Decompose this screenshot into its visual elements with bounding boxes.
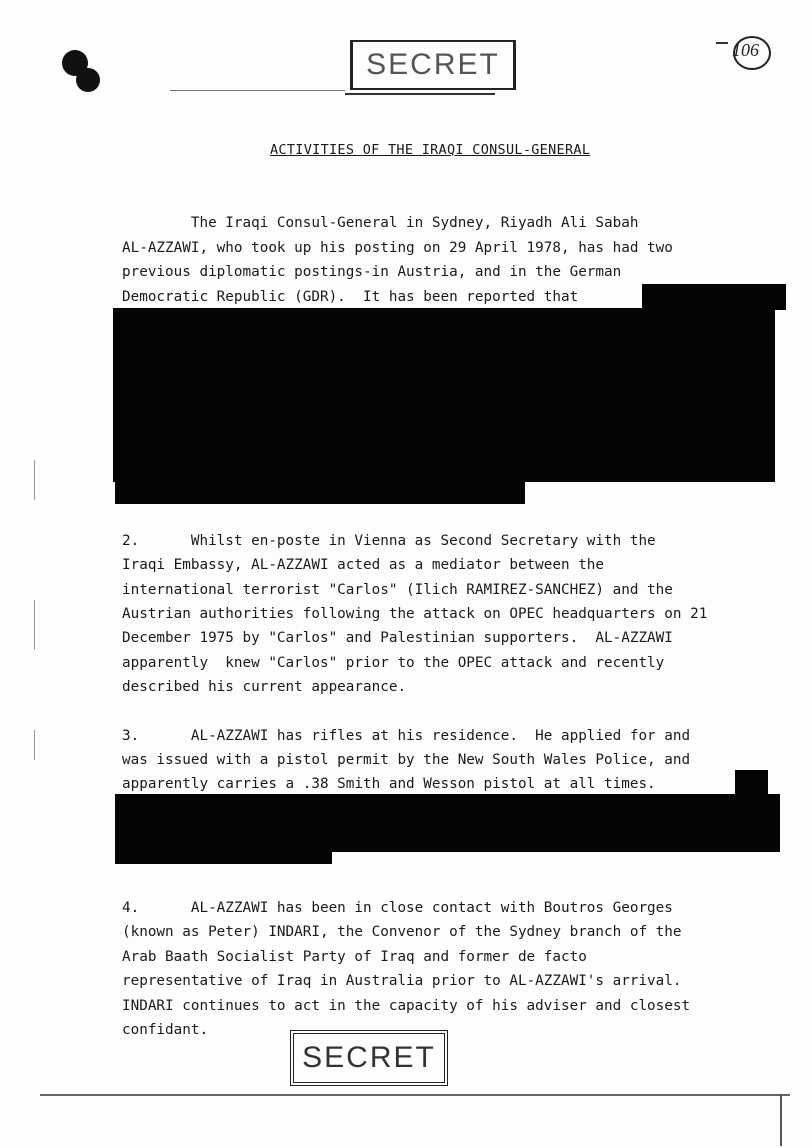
classification-stamp-bottom: SECRET xyxy=(290,1030,448,1086)
header-dash xyxy=(716,42,728,44)
classification-stamp-top: SECRET xyxy=(350,40,516,90)
left-margin-mark xyxy=(34,600,35,650)
paragraph-2-line-1: 2. Whilst en-poste in Vienna as Second Secretary with the xyxy=(122,533,656,549)
redaction-block xyxy=(115,480,525,504)
left-margin-mark xyxy=(34,460,35,500)
redaction-block xyxy=(735,770,768,796)
header-rule-left xyxy=(170,90,345,91)
paragraph-2-line-6: apparently knew "Carlos" prior to the OPEC attack and recently xyxy=(122,655,665,671)
paragraph-4-line-3: Arab Baath Socialist Party of Iraq and former de facto xyxy=(122,949,587,965)
punch-hole-shadow xyxy=(76,68,100,92)
page-number: 106 xyxy=(732,40,759,60)
paragraph-4-line-5: INDARI continues to act in the capacity of his adviser and closest xyxy=(122,998,691,1014)
paragraph-2-line-4: Austrian authorities following the attack on OPEC headquarters on 21 xyxy=(122,606,708,622)
paragraph-4-line-6: confidant. xyxy=(122,1022,209,1038)
paragraph-3-line-3: apparently carries a .38 Smith and Wesson pistol at all times. xyxy=(122,776,656,792)
document-title: ACTIVITIES OF THE IRAQI CONSUL-GENERAL xyxy=(270,142,591,158)
paragraph-4-line-1: 4. AL-AZZAWI has been in close contact with Boutros Georges xyxy=(122,900,673,916)
paragraph-2-line-2: Iraqi Embassy, AL-AZZAWI acted as a mediator between the xyxy=(122,557,605,573)
paragraph-2-line-3: international terrorist "Carlos" (Ilich RAMIREZ-SANCHEZ) and the xyxy=(122,582,673,598)
paragraph-4-line-2: (known as Peter) INDARI, the Convenor of the Sydney branch of the xyxy=(122,924,682,940)
paragraph-1-line-1: The Iraqi Consul-General in Sydney, Riyadh Ali Sabah xyxy=(122,215,639,231)
redaction-block xyxy=(115,850,332,864)
redaction-block xyxy=(642,284,786,310)
paragraph-3-line-2: was issued with a pistol permit by the New South Wales Police, and xyxy=(122,752,691,768)
redaction-block xyxy=(113,308,775,482)
header-rule-right xyxy=(345,93,495,95)
right-edge-mark xyxy=(780,1094,782,1146)
left-margin-mark xyxy=(34,730,35,760)
paragraph-1-line-2: AL-AZZAWI, who took up his posting on 29 April 1978, has had two xyxy=(122,240,673,256)
paragraph-2-line-5: December 1975 by "Carlos" and Palestinian supporters. AL-AZZAWI xyxy=(122,630,673,646)
paragraph-1-line-3: previous diplomatic postings-in Austria, and in the German xyxy=(122,264,622,280)
paragraph-4-line-4: representative of Iraq in Australia prior to AL-AZZAWI's arrival. xyxy=(122,973,682,989)
paragraph-2-line-7: described his current appearance. xyxy=(122,679,407,695)
paragraph-1-line-4: Democratic Republic (GDR). It has been reported that xyxy=(122,289,579,305)
paragraph-3-line-1: 3. AL-AZZAWI has rifles at his residence. He applied for and xyxy=(122,728,691,744)
footer-rule xyxy=(40,1094,790,1096)
redaction-block xyxy=(115,794,780,852)
